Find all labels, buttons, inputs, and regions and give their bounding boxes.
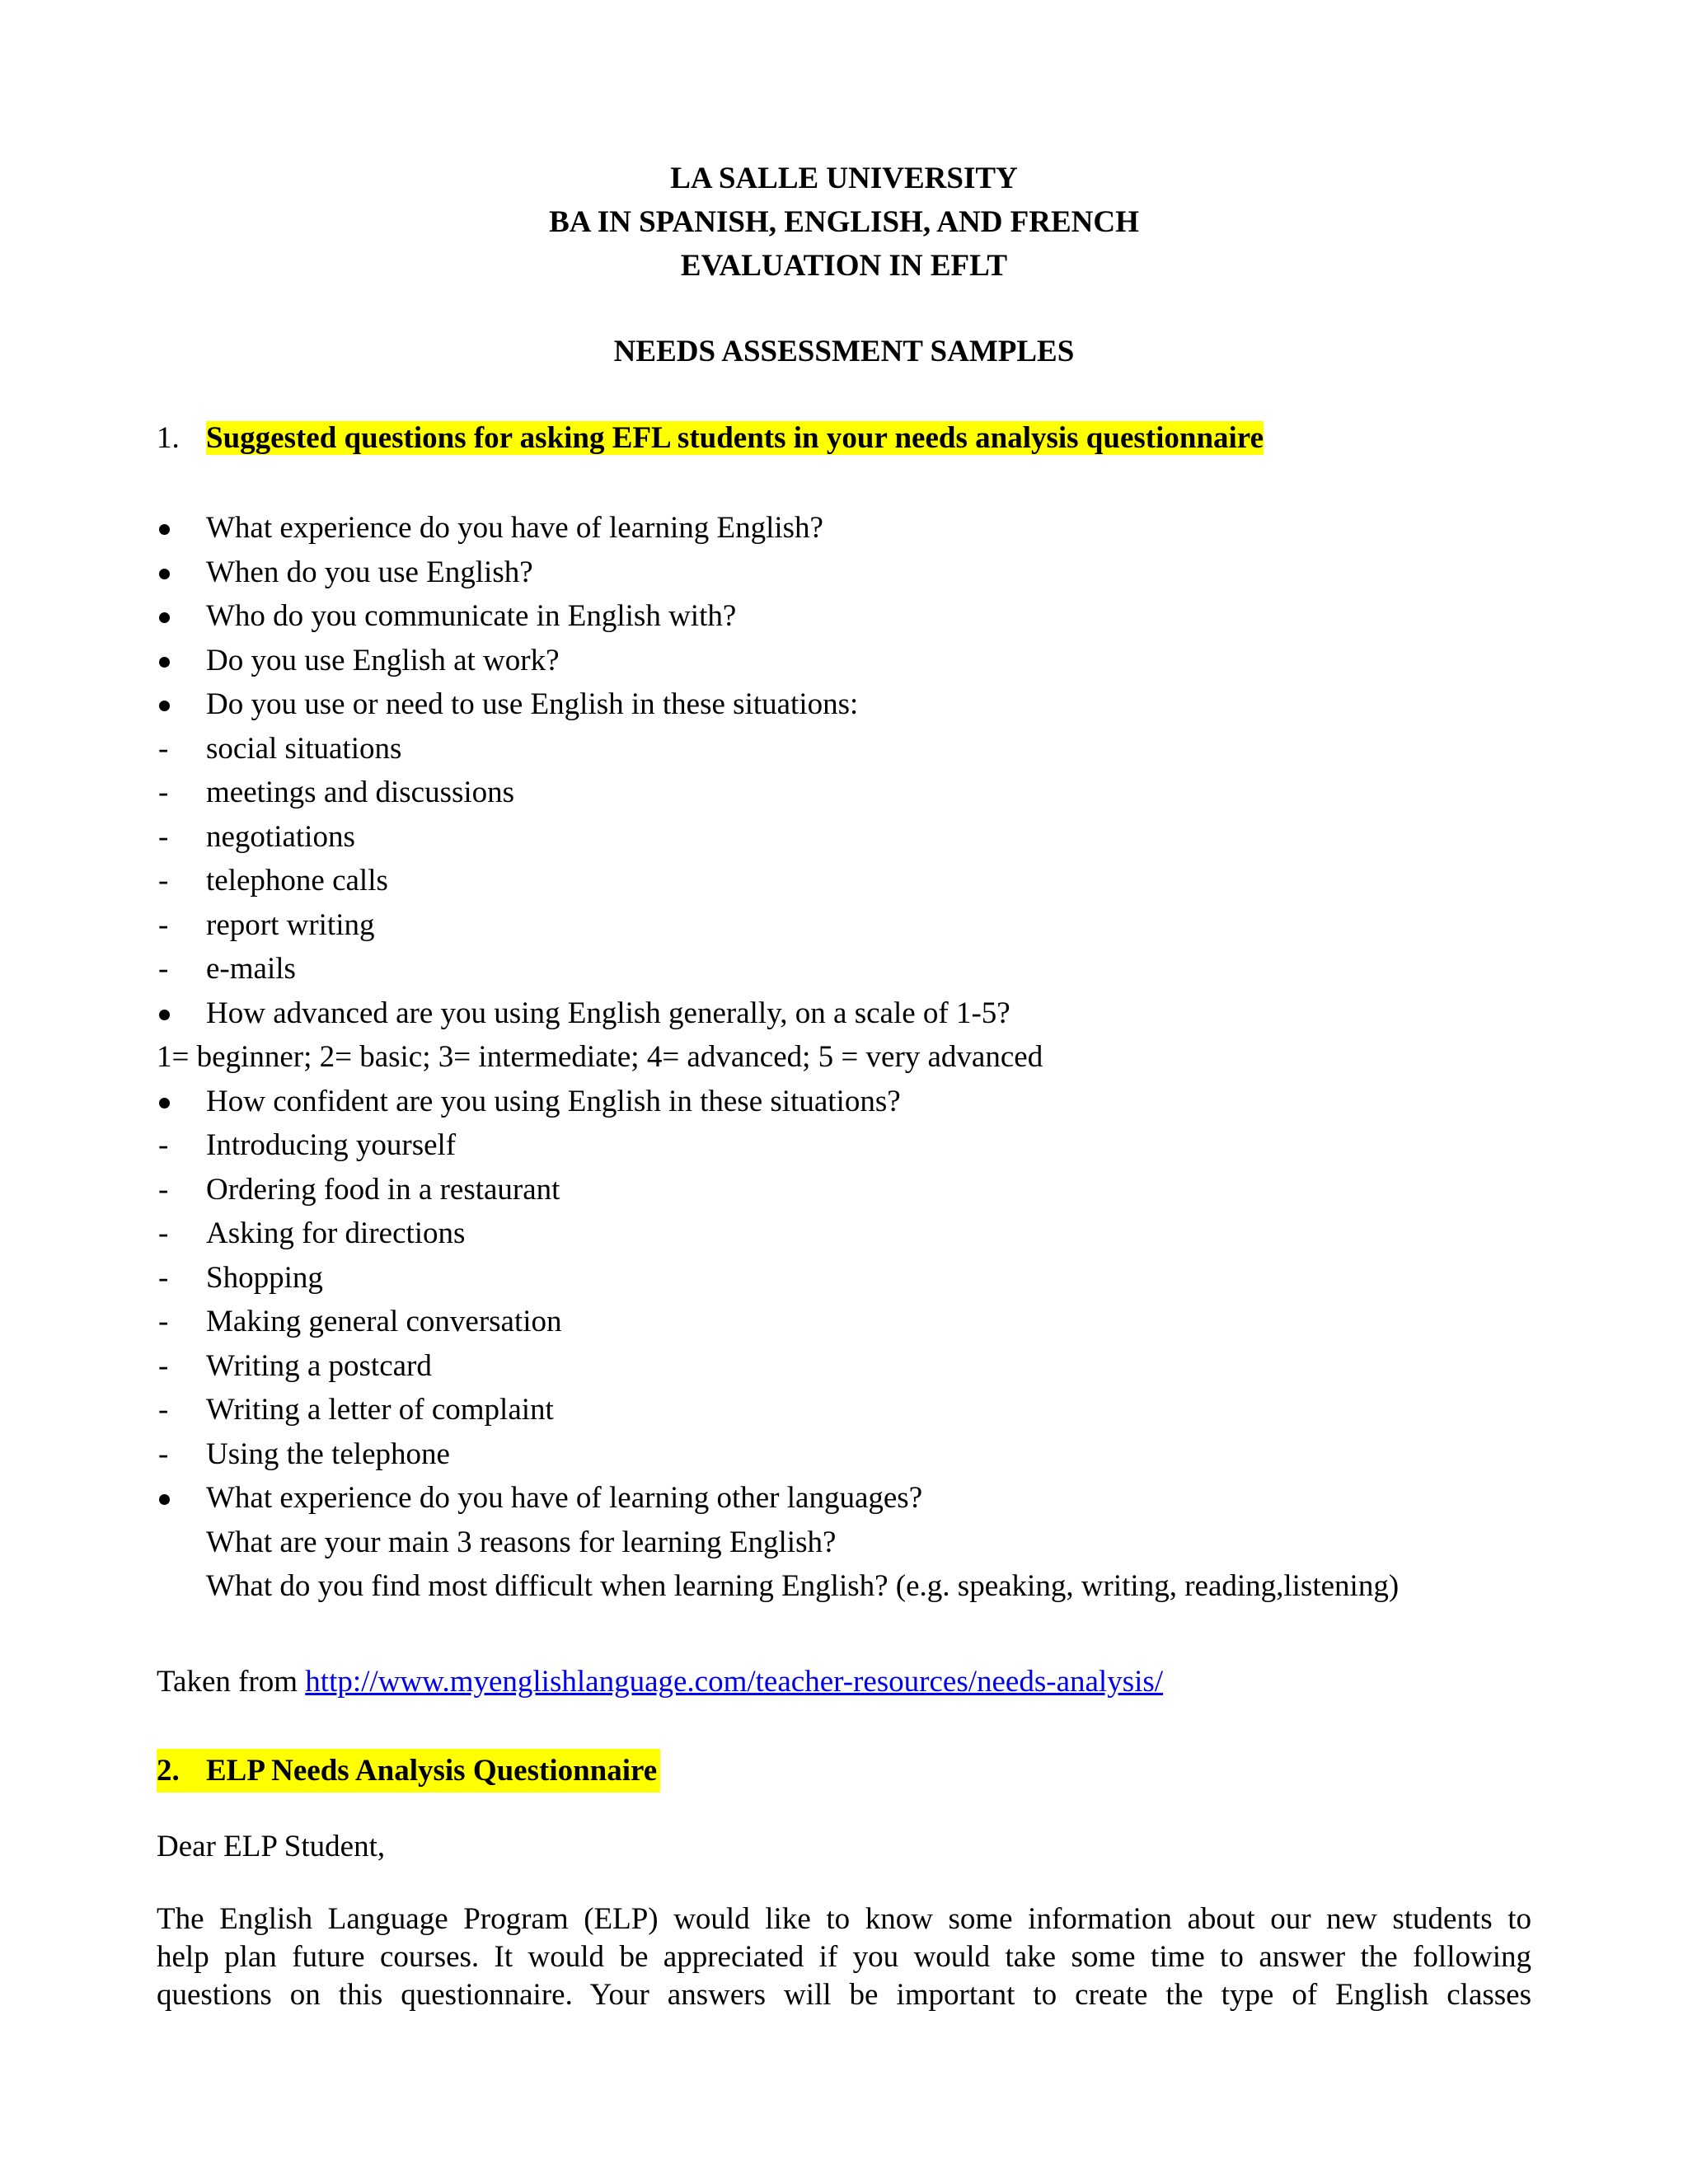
list-item-text: What are your main 3 reasons for learning English? xyxy=(206,1525,837,1559)
list-item-text: report writing xyxy=(206,907,375,942)
greeting: Dear ELP Student, xyxy=(157,1830,386,1863)
sub-list-item xyxy=(157,859,1541,903)
dash-marker: - xyxy=(158,1260,169,1295)
section-1-title: Suggested questions for asking EFL students in your needs analysis questionnaire xyxy=(206,421,1264,455)
list-item-text: 1= beginner; 2= basic; 3= intermediate; 4= advanced; 5 = very advanced xyxy=(157,1040,1043,1074)
sub-list-item xyxy=(157,1300,1541,1344)
sub-list-item xyxy=(157,1344,1541,1389)
intro-paragraph xyxy=(157,1900,1531,2014)
paragraph-line: help plan future courses. It would be appreciated if you would take some time to answer the following xyxy=(157,1940,1531,1974)
document-subtitle: NEEDS ASSESSMENT SAMPLES xyxy=(613,335,1075,368)
list-item xyxy=(157,991,1541,1036)
source-prefix: Taken from xyxy=(157,1665,306,1699)
list-item xyxy=(157,594,1541,639)
list-item xyxy=(157,639,1541,683)
dash-marker: - xyxy=(158,731,169,766)
list-item-text: Asking for directions xyxy=(206,1216,466,1250)
list-item xyxy=(157,1080,1541,1124)
dash-marker: - xyxy=(158,1128,169,1162)
list-item xyxy=(157,551,1541,595)
list-item xyxy=(157,682,1541,727)
bullet-icon xyxy=(159,1494,170,1505)
list-item-text: negotiations xyxy=(206,819,355,854)
dash-marker: - xyxy=(158,864,169,898)
header-program: BA IN SPANISH, ENGLISH, AND FRENCH xyxy=(549,205,1139,239)
list-item xyxy=(157,1035,1541,1080)
sub-list-item xyxy=(157,1388,1541,1432)
list-item-text: telephone calls xyxy=(206,864,388,898)
dash-marker: - xyxy=(158,1436,169,1471)
bullet-icon xyxy=(159,1010,170,1020)
section-2-highlight xyxy=(157,1749,660,1793)
list-item-text: What experience do you have of learning other languages? xyxy=(206,1481,923,1515)
header-university: LA SALLE UNIVERSITY xyxy=(670,162,1018,195)
list-item-text: What do you find most difficult when learning English? (e.g. speaking, writing, reading,listening) xyxy=(206,1569,1400,1603)
dash-marker: - xyxy=(158,907,169,942)
list-item xyxy=(157,506,1541,551)
list-item-text: social situations xyxy=(206,731,402,766)
bullet-icon xyxy=(159,701,170,711)
list-item-text: How confident are you using English in these situations? xyxy=(206,1084,901,1118)
dash-marker: - xyxy=(158,819,169,854)
sub-list-item xyxy=(157,903,1541,948)
list-item-text: Making general conversation xyxy=(206,1305,562,1338)
dash-marker: - xyxy=(158,1172,169,1207)
bullet-icon xyxy=(159,1098,170,1108)
list-item-text: When do you use English? xyxy=(206,555,533,589)
list-item-text: How advanced are you using English generally, on a scale of 1-5? xyxy=(206,996,1010,1030)
bullet-icon xyxy=(159,524,170,535)
bullet-icon xyxy=(159,569,170,579)
list-item-text: Using the telephone xyxy=(206,1436,450,1471)
source-line xyxy=(157,1660,1163,1704)
dash-marker: - xyxy=(158,1393,169,1427)
dash-marker: - xyxy=(158,952,169,986)
source-link[interactable]: http://www.myenglishlanguage.com/teacher-resources/needs-analysis/ xyxy=(305,1665,1164,1699)
list-item-text: Writing a postcard xyxy=(206,1348,432,1383)
list-item-text: Writing a letter of complaint xyxy=(206,1393,554,1427)
sub-list-item xyxy=(157,947,1541,991)
sub-list-item xyxy=(157,1212,1541,1256)
sub-list-item xyxy=(157,815,1541,860)
bullet-icon xyxy=(159,657,170,668)
dash-marker: - xyxy=(158,776,169,809)
list-item-text: Shopping xyxy=(206,1260,323,1295)
list-item-text: e-mails xyxy=(206,952,296,986)
list-item xyxy=(157,1564,1541,1609)
list-item-text: Do you use English at work? xyxy=(206,643,560,677)
paragraph-line: questions on this questionnaire. Your answers will be important to create the type of English classes xyxy=(157,1978,1531,2012)
list-item xyxy=(157,1476,1541,1521)
list-item-text: Ordering food in a restaurant xyxy=(206,1172,560,1207)
list-item-text: What experience do you have of learning English? xyxy=(206,511,823,545)
list-item-text: Do you use or need to use English in these situations: xyxy=(206,687,859,721)
section-1-number: 1. xyxy=(157,421,180,455)
question-list xyxy=(157,506,1541,1609)
dash-marker: - xyxy=(158,1348,169,1383)
dash-marker: - xyxy=(158,1305,169,1338)
list-item-text: meetings and discussions xyxy=(206,776,515,809)
list-item-text: Introducing yourself xyxy=(206,1128,457,1162)
list-item-text: Who do you communicate in English with? xyxy=(206,599,737,633)
list-item xyxy=(157,1521,1541,1565)
sub-list-item xyxy=(157,771,1541,815)
sub-list-item xyxy=(157,1168,1541,1212)
header-course: EVALUATION IN EFLT xyxy=(680,249,1008,283)
document-header xyxy=(0,157,1688,288)
section-2-number: 2. xyxy=(157,1754,180,1788)
section-2-title: ELP Needs Analysis Questionnaire xyxy=(206,1754,658,1788)
sub-list-item xyxy=(157,727,1541,771)
dash-marker: - xyxy=(158,1216,169,1250)
sub-list-item xyxy=(157,1256,1541,1301)
bullet-icon xyxy=(159,612,170,623)
paragraph-line: The English Language Program (ELP) would like to know some information about our new students to xyxy=(157,1902,1531,1936)
section-1-heading xyxy=(157,416,1264,460)
sub-list-item xyxy=(157,1123,1541,1168)
section-2-heading xyxy=(157,1749,660,1793)
sub-list-item xyxy=(157,1432,1541,1477)
